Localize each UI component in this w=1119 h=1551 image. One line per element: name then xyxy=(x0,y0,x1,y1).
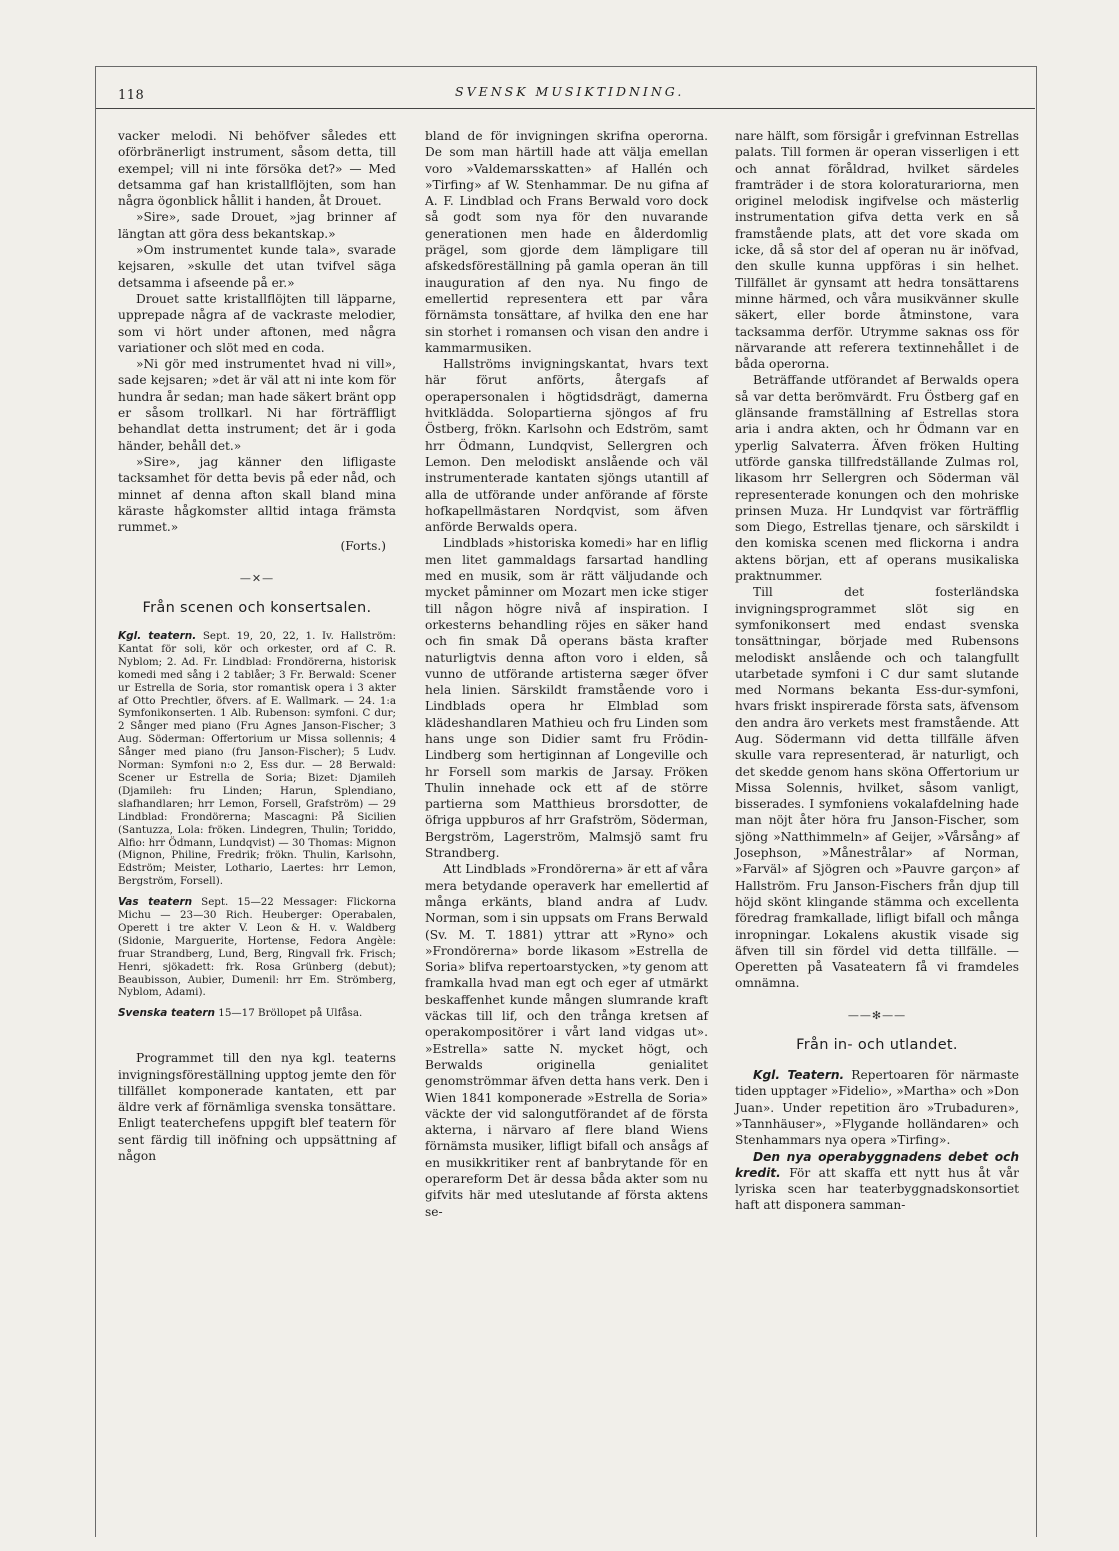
listing-label: Vas teatern xyxy=(118,896,193,909)
section-separator: —✕— xyxy=(239,571,275,585)
listing-label: Svenska teatern xyxy=(118,1007,215,1020)
header-rule xyxy=(96,108,1035,109)
article-paragraph: Att Lindblads »Frondörerna» är ett af våra mera betydande operaverk har emellertid af många erkänts, bland andra af Ludv. Norman, som i sin uppsats om Frans Berwald (Sv. M. T. 1881) yttrar att »Ryno» och »Frondörerna» borde likasom »Estrella de Soria» blifva repertoarstycken, »ty genom att framkalla hvad man egt och eger af utmärkt beskaffenhet kunde mången slumrande kraft väckas till lif, och den trånga kretsen af operakompositörer i vårt land vidgas ut». »Estrella» satte N. mycket högt, och Berwalds originella genialitet genomströmmar äfven detta hans verk. Den i Wien 1841 komponerade »Estrella de Soria» väckte der vid salongutförandet af de första akterna, i närvaro af flere bland Wiens förnämsta musiker, lifligt bifall och ansågs af en musikkritiker rent af banbrytande för en operareform Det är dessa båda akter som nu gifvits här med uteslutande af första aktens se- xyxy=(425,862,708,1219)
story-paragraph: »Ni gör med instrumentet hvad ni vill», sade kejsaren; »det är väl att ni inte kom för hundra år sedan; man hade säkert bränt opp er såsom trollkarl. Ni har förträffligt behandlat detta instrument; det är i goda händer, behåll det.» xyxy=(118,357,396,453)
listing xyxy=(118,630,396,888)
listing-text: 15—17 Bröllopet på Ulfåsa. xyxy=(218,1007,363,1020)
column-2 xyxy=(425,128,708,1220)
article-paragraph: Beträffande utförandet af Berwalds opera så var detta berömvärdt. Fru Östberg gaf en glänsande framställning af Estrellas stora aria i andra akten, och hr Ödmann var en yperlig Salvaterra. Äfven fröken Hulting utförde ganska tillfredställande Zulmas rol, likasom hrr Sellergren och Söderman väl representerade konungen och den mohriske prinsen Muza. Hr Lundqvist var förträfflig som Diego, Estrellas tjenare, och särskildt i den komiska scenen med flickorna i andra aktens början, ett af operans musikaliska praktnummer. xyxy=(735,373,1019,584)
page-number: 118 xyxy=(118,88,145,103)
listing-text: Sept. 15—22 Messager: Flickorna Michu — 23—30 Rich. Heuberger: Operabalen, Operett i tre akter V. Leon & H. v. Waldberg (Sidonie, Marguerite, Hortense, Fedora Angèle: fruar Strandberg, Lund, Berg, Ringvall frk. Frisch; Henri, sjökadett: frk. Rosa Grünberg (debut); Beaubisson, Aubier, Dumenil: hrr Em. Strömberg, Nyblom, Adami). xyxy=(118,896,396,999)
article-paragraph: Lindblads »historiska komedi» har en liflig men litet gammaldags farsartad handling med en musik, som är rätt väljudande och mycket påminner om Mozart men icke stiger till någon högre nivå af inspiration. I orkesterns behandling röjes en säker hand och fin smak Då operans bästa krafter naturligtvis denna afton voro i elden, så vunno de utförande artisterna sæger öfver hela linien. Särskildt framstående voro i Lindblads opera hr Elmblad som klädeshandlaren Mathieu och fru Linden som hans unge son Didier samt fru Frödin-Lindberg som hertiginnan af Longeville och hr Forsell som markis de Jarsay. Fröken Thulin innehade ock ett af de större partierna som Matthieus brorsdotter, de öfriga uppburos af hrr Grafström, Söderman, Bergström, Lagerström, Malmsjö samt fru Strandberg. xyxy=(425,536,708,861)
article-paragraph: bland de för invigningen skrifna operorna. De som man härtill hade att välja emellan voro »Valdemarsskatten» af Hallén och »Tirfing» af W. Stenhammar. De nu gifna af A. F. Lindblad och Frans Berwald voro dock så godt som nya för den nuvarande generationen men hade en ålderdomlig prägel, som gjorde dem lämpligare till afskedsföreställning på gamla operan än till inauguration af den nya. Nu fingo de emellertid representera ett par våra förnämsta tonsättare, af hvilka den ene har sin storhet i romansen och visan den andre i kammarmusiken. xyxy=(425,129,708,355)
listing-text: Sept. 19, 20, 22, 1. Iv. Hallström: Kantat för soli, kör och orkester, ord af C. R. Nyblom; 2. Ad. Fr. Lindblad: Frondörerna, historisk komedi med sång i 2 tablåer; 3 Fr. Berwald: Scener ur Estrella de Soria, stor romantisk opera i 3 akter af Otto Prechtler, öfvers. af E. Wallmark. — 24. 1:a Symfonikonserten. 1 Alb. Rubenson: symfoni. C dur; 2 Sånger med piano (Fru Agnes Janson-Fischer; 3 Aug. Söderman: Offertorium ur Missa sollennis; 4 Sånger med piano (fru Janson-Fischer); 5 Ludv. Norman: Symfoni n:o 2, Ess dur. — 28 Berwald: Scener ur Estrella de Soria; Bizet: Djamileh (Djamileh: fru Linden; Harun, Splendiano, slafhandlaren; hrr Lemon, Forsell, Grafström) — 29 Lindblad: Frondörerna; Mascagni: På Sicilien (Santuzza, Lola: fröken. Lindegren, Thulin; Toriddo, Alfio: hrr Ödmann, Lundqvist) — 30 Thomas: Mignon (Mignon, Philine, Fredrik; frökn. Thulin, Karlsohn, Edström; Meister, Lothario, Laertes: hrr Lemon, Bergström, Forsell). xyxy=(118,630,396,888)
listing xyxy=(118,1007,396,1020)
section-title: Från scenen och konsertsalen. xyxy=(142,600,372,617)
story-paragraph: vacker melodi. Ni behöfver således ett oförbränerligt instrument, såsom detta, till exempel; vill ni inte försöka det?» — Med detsamma gaf han kristallflöjten, som han några ögonblick hållit i handen, åt Drouet. xyxy=(118,129,396,209)
running-head: SVENSK MUSIKTIDNING. xyxy=(455,84,685,99)
article-paragraph: nare hälft, som försigår i grefvinnan Estrellas palats. Till formen är operan visserligen i ett och annat föråldrad, hvilket särdeles framträder i de stora koloraturariorna, men originel melodisk ingifvelse och mästerlig instrumentation gifva detta verk en så framstående plats, att det vore skada om icke, då så stor del af operan nu är inöfvad, den skulle kunna uppföras i sin helhet. Tillfället är gynsamt att hedra tonsättarens minne härmed, och våra musikvänner skulle säkert, eller borde åtminstone, vara tacksamma derför. Utrymme saknas oss för närvarande att referera textinnehållet i de båda operorna. xyxy=(735,129,1019,372)
story-paragraph: »Om instrumentet kunde tala», svarade kejsaren, »skulle det utan tvifvel säga detsamma i afseende på er.» xyxy=(118,243,396,290)
article-paragraph: Hallströms invigningskantat, hvars text här förut anförts, återgafs af operapersonalen i högtidsdrägt, damerna hvitklädda. Solopartierna sjöngos af fru Östberg, frökn. Karlsohn och Edström, samt hrr Ödmann, Lundqvist, Sellergren och Lemon. Den melodiskt anslående och väl instrumenterade kantaten sjöngs utantill af alla de utförande under anförande af förste hofkapellmästaren Nordqvist, som äfven anförde Berwalds opera. xyxy=(425,357,708,535)
news-item-text: Repertoaren för närmaste tiden upptager »Fidelio», »Martha» och »Don Juan». Under repetition äro »Trubaduren», »Tannhäuser», »Flygande holländaren» och Stenhammars nya opera »Tirfing». xyxy=(735,1068,1020,1148)
story-paragraph: »Sire», jag känner den lifligaste tacksamhet för detta bevis på eder nåd, och minnet af denna afton skall bland mina käraste hågkomster alltid intaga främsta rummet.» xyxy=(118,454,396,535)
news-item xyxy=(735,1067,1019,1148)
section-title: Från in- och utlandet. xyxy=(796,1037,958,1054)
news-item-label: Kgl. Teatern. xyxy=(753,1068,845,1083)
column-3 xyxy=(735,128,1019,1214)
continued-note: (Forts.) xyxy=(340,539,386,554)
article-paragraph: Till det fosterländska invigningsprogrammet slöt sig en symfonikonsert med endast svenska tonsättningar, började med Rubensons melodiskt anslående och och talangfullt utarbetade symfoni i C dur samt slutande med Normans bekanta Ess-dur-symfoni, hvars friskt inspirerade första sats, äfvensom den andra äro verkets mest framstående. Att Aug. Södermann vid detta tillfälle äfven skulle vara representerad, är naturligt, och det skedde genom hans sköna Offertorium ur Missa Solennis, hvilket, såsom vanligt, bisserades. I symfoniens vokalafdelning hade man nöjt åter höra fru Janson-Fischer, som sjöng »Natthimmeln» af Geijer, »Vårsång» af Josephson, »Månestrålar» af Norman, »Farväl» af Sjögren och »Pauvre garçon» af Hallström. Fru Janson-Fischers från djup till höjd skönt klingande stämma och excellenta föredrag framkallade, lifligt bifall och många inropningar. Lokalens akustik visade sig äfven till sin fördel vid detta tillfälle. — Operetten på Vasateatern få vi framdeles omnämna. xyxy=(735,585,1019,991)
listing-label: Kgl. teatern. xyxy=(118,630,197,643)
column-1 xyxy=(118,128,396,1164)
news-item-text: För att skaffa ett nytt hus åt vår lyriska scen har teaterbyggnadskonsortiet haft att disponera samman- xyxy=(735,1165,1019,1213)
story-paragraph: Drouet satte kristallflöjten till läpparne, upprepade några af de vackraste melodier, som vi hört under aftonen, med några variationer och slöt med en coda. xyxy=(118,291,396,355)
program-paragraph: Programmet till den nya kgl. teaterns invigningsföreställning upptog jemte den för tillfället komponerade kantaten, ett par äldre verk af förnämliga svenska tonsättare. Enligt teaterchefens uppgift blef teatern för sent färdig till inöfning och uppsättning af någon xyxy=(118,1051,396,1164)
section-separator: ——✻—— xyxy=(847,1008,907,1022)
story-paragraph: »Sire», sade Drouet, »jag brinner af längtan att göra dess bekantskap.» xyxy=(118,210,396,241)
spacer xyxy=(118,1020,396,1050)
listing xyxy=(118,896,396,999)
news-item-label: Den nya operabyggnadens debet och kredit. xyxy=(735,1149,1019,1180)
news-item xyxy=(735,1149,1019,1214)
